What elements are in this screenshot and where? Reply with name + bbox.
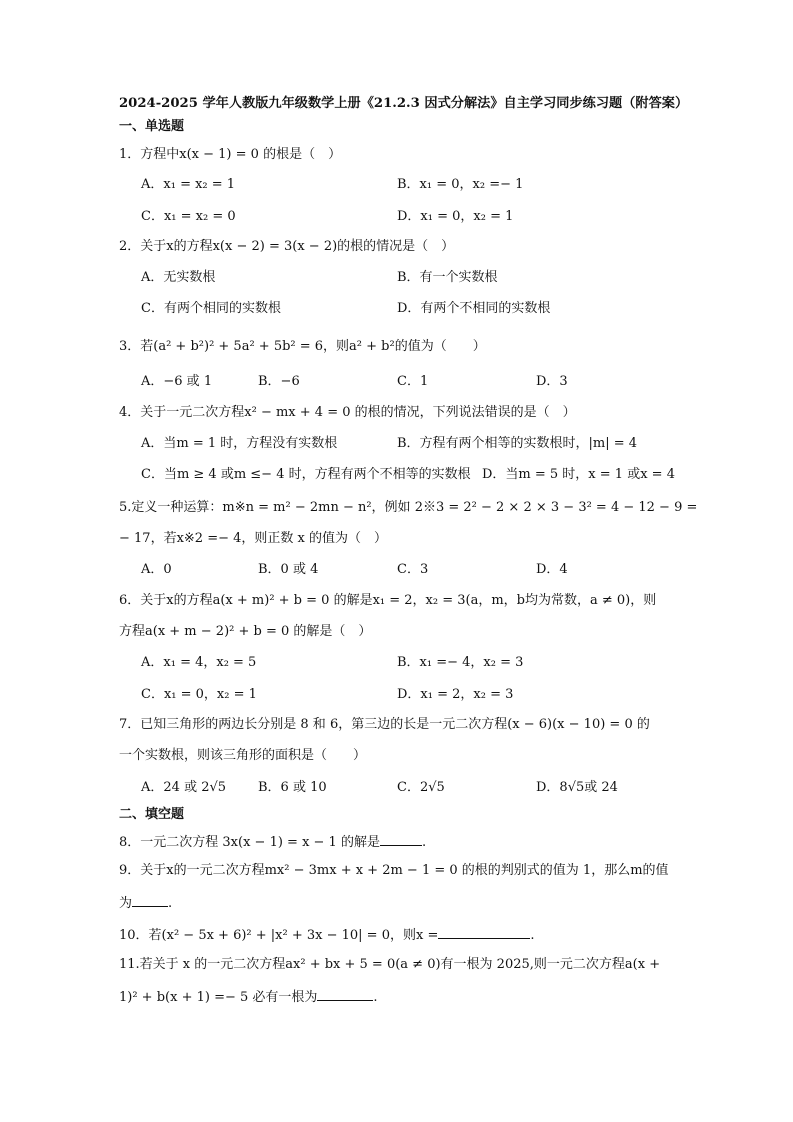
question-5-option-c: C．3: [397, 562, 429, 577]
question-4-stem: 4．关于一元二次方程x² − mx + 4 = 0 的根的情况，下列说法错误的是（ ）: [119, 405, 576, 420]
question-10: [119, 925, 534, 945]
question-2-option-c: C．有两个相同的实数根: [141, 301, 281, 316]
worksheet-title: 2024-2025 学年人教版九年级数学上册《21.2.3 因式分解法》自主学习同步练习题（附答案）: [119, 96, 689, 111]
question-4-option-a: A．当m = 1 时，方程没有实数根: [141, 436, 338, 451]
question-11-end: .: [373, 990, 378, 1005]
question-6-stem-line1: 6．关于x的方程a(x + m)² + b = 0 的解是x₁ = 2，x₂ = 3(a，m，b均为常数，a ≠ 0)，则: [119, 593, 657, 608]
question-11-line2: [119, 987, 378, 1007]
question-7-option-b: B．6 或 10: [258, 780, 327, 795]
question-4-option-c: C．当m ≥ 4 或m ≤− 4 时，方程有两个不相等的实数根: [141, 467, 471, 482]
question-10-end: .: [530, 928, 535, 943]
question-8: [119, 832, 426, 852]
question-7-option-c: C．2√5: [397, 780, 445, 795]
question-8-end: .: [421, 835, 427, 850]
question-3-option-a: A．−6 或 1: [141, 374, 213, 389]
question-1-option-d: D．x₁ = 0，x₂ = 1: [397, 209, 514, 224]
question-6-option-c: C．x₁ = 0，x₂ = 1: [141, 687, 257, 702]
question-3-option-b: B．−6: [258, 374, 300, 389]
section-fill-in-blank: 二、填空题: [119, 807, 185, 822]
question-11-stem-line1: 11.若关于 x 的一元二次方程ax² + bx + 5 = 0(a ≠ 0)有一根为 2025,则一元二次方程a(x +: [119, 957, 661, 972]
question-9-end: .: [168, 896, 173, 911]
question-6-option-d: D．x₁ = 2，x₂ = 3: [397, 687, 514, 702]
question-2-option-d: D．有两个不相同的实数根: [397, 301, 551, 316]
question-2-option-a: A．无实数根: [141, 270, 216, 285]
question-10-stem: 10．若(x² − 5x + 6)² + |x² + 3x − 10| = 0，则x =: [119, 928, 439, 943]
question-5-option-b: B．0 或 4: [258, 562, 319, 577]
question-2-option-b: B．有一个实数根: [397, 270, 498, 285]
question-8-stem: 8．一元二次方程 3x(x − 1) = x − 1 的解是: [119, 835, 380, 850]
question-6-option-a: A．x₁ = 4，x₂ = 5: [141, 655, 257, 670]
question-4-option-b: B．方程有两个相等的实数根时，|m| = 4: [397, 436, 638, 451]
question-9-line2: [119, 893, 172, 913]
question-5-stem-line2: − 17，若x※2 =− 4，则正数 x 的值为（ ）: [119, 531, 387, 546]
question-1-option-b: B．x₁ = 0，x₂ =− 1: [397, 177, 524, 192]
question-7-option-a: A．24 或 2√5: [141, 780, 227, 795]
question-9-stem-line1: 9．关于x的一元二次方程mx² − 3mx + x + 2m − 1 = 0 的根的判别式的值为 1，那么m的值: [119, 863, 669, 878]
question-5-option-a: A．0: [141, 562, 172, 577]
question-1-option-a: A．x₁ = x₂ = 1: [141, 177, 236, 192]
question-4-option-d: D．当m = 5 时，x = 1 或x = 4: [482, 467, 675, 482]
question-10-answer-blank[interactable]: [438, 925, 530, 939]
question-8-answer-blank[interactable]: [380, 832, 422, 846]
question-11-stem-line2: 1)² + b(x + 1) =− 5 必有一根为: [119, 990, 318, 1005]
question-6-stem-line2: 方程a(x + m − 2)² + b = 0 的解是（ ）: [119, 624, 372, 639]
question-9-stem-line2: 为: [119, 896, 133, 911]
question-3-option-c: C．1: [397, 374, 429, 389]
question-3-option-d: D．3: [536, 374, 568, 389]
question-5-option-d: D．4: [536, 562, 568, 577]
question-1-stem: 1．方程中x(x − 1) = 0 的根是（ ）: [119, 147, 342, 162]
question-1-option-c: C．x₁ = x₂ = 0: [141, 209, 236, 224]
question-3-stem: 3．若(a² + b²)² + 5a² + 5b² = 6，则a² + b²的值为（ ）: [119, 339, 486, 354]
question-7-option-d: D．8√5或 24: [536, 780, 618, 795]
question-11-answer-blank[interactable]: [317, 987, 373, 1001]
question-7-stem-line2: 一个实数根，则该三角形的面积是（ ）: [119, 748, 367, 763]
section-single-choice: 一、单选题: [119, 119, 185, 134]
question-9-answer-blank[interactable]: [132, 893, 168, 907]
question-5-stem-line1: 5.定义一种运算：m※n = m² − 2mn − n²，例如 2※3 = 2² − 2 × 2 × 3 − 3² = 4 − 12 − 9 =: [119, 500, 698, 515]
question-2-stem: 2．关于x的方程x(x − 2) = 3(x − 2)的根的情况是（ ）: [119, 239, 455, 254]
question-7-stem-line1: 7．已知三角形的两边长分别是 8 和 6，第三边的长是一元二次方程(x − 6)(x − 10) = 0 的: [119, 717, 650, 732]
question-6-option-b: B．x₁ =− 4，x₂ = 3: [397, 655, 524, 670]
